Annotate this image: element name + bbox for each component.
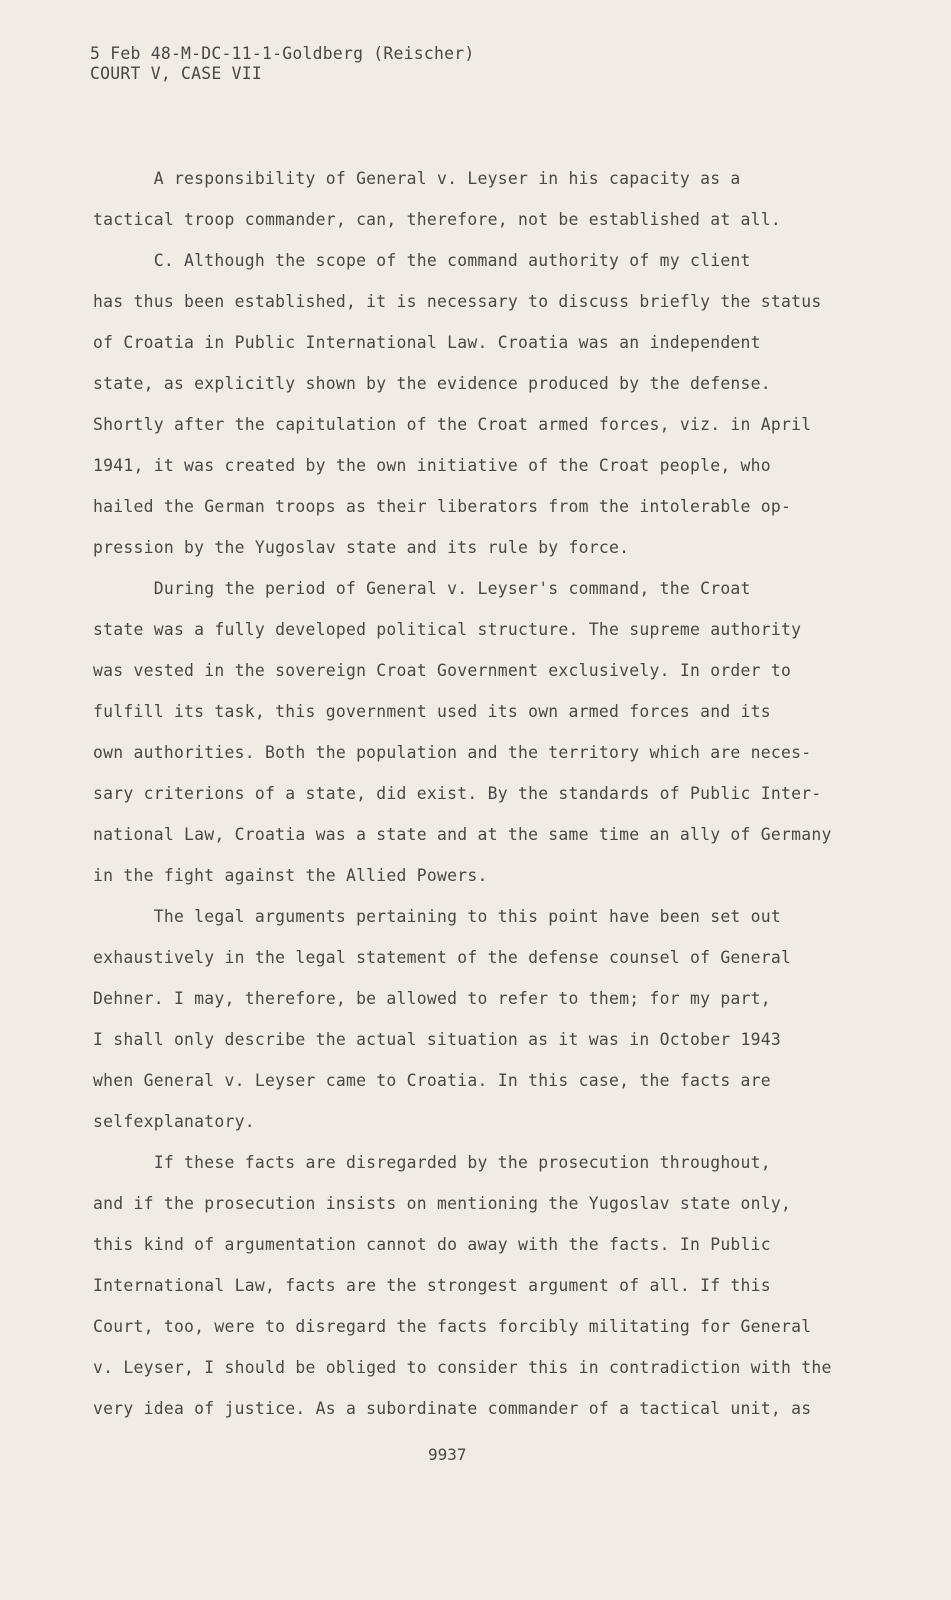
- body-line: in the fight against the Allied Powers.: [93, 866, 488, 885]
- body-line: The legal arguments pertaining to this point have been set out: [93, 907, 782, 926]
- body-line: pression by the Yugoslav state and its rule by force.: [93, 538, 630, 557]
- body-line: I shall only describe the actual situation as it was in October 1943: [93, 1030, 782, 1049]
- body-line: A responsibility of General v. Leyser in his capacity as a: [93, 169, 741, 188]
- body-line: Court, too, were to disregard the facts forcibly militating for General: [93, 1317, 812, 1336]
- body-line: when General v. Leyser came to Croatia. In this case, the facts are: [93, 1071, 771, 1090]
- body-line: exhaustively in the legal statement of the defense counsel of General: [93, 948, 792, 967]
- body-line: this kind of argumentation cannot do away with the facts. In Public: [93, 1235, 771, 1254]
- body-line: hailed the German troops as their liberators from the intolerable op-: [93, 497, 792, 516]
- body-line: tactical troop commander, can, therefore, not be established at all.: [93, 210, 782, 229]
- body-line: selfexplanatory.: [93, 1112, 255, 1131]
- body-line: of Croatia in Public International Law. Croatia was an independent: [93, 333, 761, 352]
- body-line: During the period of General v. Leyser's command, the Croat: [93, 579, 751, 598]
- body-line: If these facts are disregarded by the prosecution throughout,: [93, 1153, 771, 1172]
- body-line: 1941, it was created by the own initiative of the Croat people, who: [93, 456, 771, 475]
- body-line: state was a fully developed political structure. The supreme authority: [93, 620, 802, 639]
- body-line: Shortly after the capitulation of the Croat armed forces, viz. in April: [93, 415, 812, 434]
- header-court-line: COURT V, CASE VII: [90, 64, 263, 83]
- body-line: very idea of justice. As a subordinate commander of a tactical unit, as: [93, 1399, 812, 1418]
- body-line: fulfill its task, this government used its own armed forces and its: [93, 702, 771, 721]
- body-line: Dehner. I may, therefore, be allowed to refer to them; for my part,: [93, 989, 771, 1008]
- body-line: International Law, facts are the strongest argument of all. If this: [93, 1276, 771, 1295]
- body-line: own authorities. Both the population and the territory which are neces-: [93, 743, 812, 762]
- body-line: national Law, Croatia was a state and at the same time an ally of Germany: [93, 825, 832, 844]
- body-line: sary criterions of a state, did exist. By the standards of Public Inter-: [93, 784, 822, 803]
- body-line: was vested in the sovereign Croat Government exclusively. In order to: [93, 661, 792, 680]
- body-line: state, as explicitly shown by the evidence produced by the defense.: [93, 374, 771, 393]
- body-line: v. Leyser, I should be obliged to consider this in contradiction with the: [93, 1358, 832, 1377]
- body-line: has thus been established, it is necessary to discuss briefly the status: [93, 292, 822, 311]
- header-reference-line: 5 Feb 48-M-DC-11-1-Goldberg (Reischer): [90, 44, 475, 63]
- body-line: C. Although the scope of the command authority of my client: [93, 251, 751, 270]
- page-number: 9937: [428, 1445, 467, 1464]
- body-line: and if the prosecution insists on mentioning the Yugoslav state only,: [93, 1194, 792, 1213]
